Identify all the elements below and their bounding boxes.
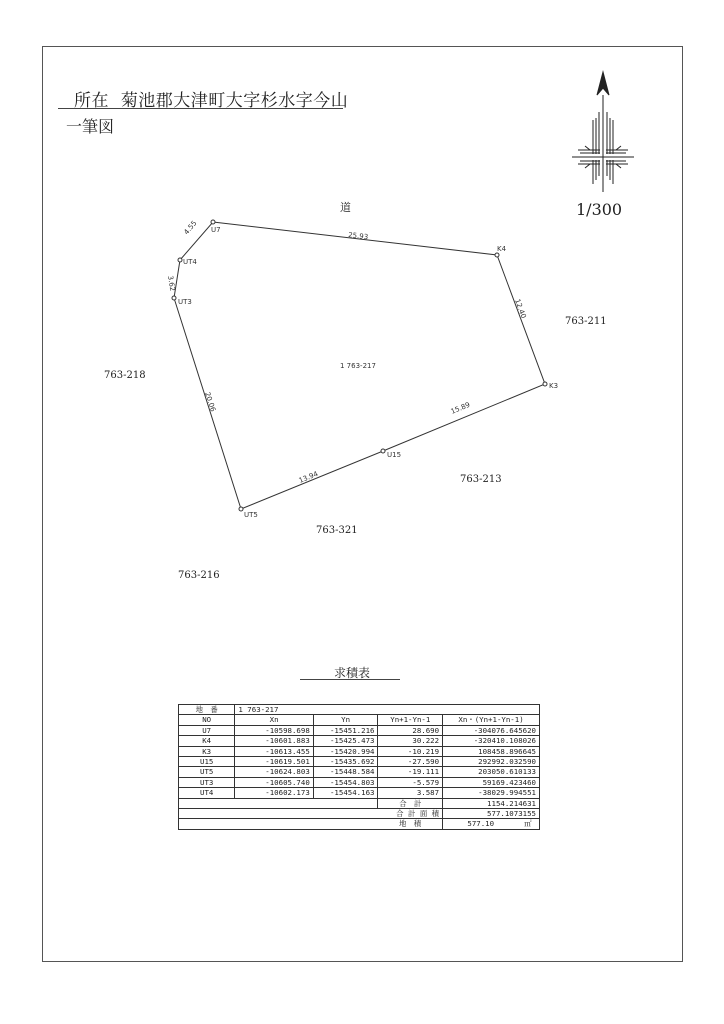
- cell-yn: -15435.692: [313, 757, 378, 767]
- cell-dy: 3.587: [378, 788, 443, 798]
- neighbor-lot-south-west: 763-216: [178, 570, 220, 581]
- point-marker-u15: [381, 449, 385, 453]
- cell-no: K4: [179, 736, 235, 746]
- cell-xn: -10598.698: [235, 725, 313, 735]
- edge-length-u7-k4: 25.93: [347, 231, 369, 242]
- point-label-ut3: UT3: [178, 298, 192, 306]
- cell-no: U7: [179, 725, 235, 735]
- cell-dy: -19.111: [378, 767, 443, 777]
- sum-label: 合 計: [378, 798, 443, 808]
- neighbor-lot-west: 763-218: [104, 370, 146, 381]
- land-area-unit: ㎡: [524, 819, 532, 829]
- cell-product: -38029.994551: [443, 788, 540, 798]
- cell-xn: -10605.740: [235, 777, 313, 787]
- cell-no: UT5: [179, 767, 235, 777]
- point-label-u15: U15: [387, 451, 402, 459]
- total-area-row: [179, 809, 540, 819]
- land-area-row: [179, 819, 540, 829]
- cell-no: UT4: [179, 788, 235, 798]
- edge-length-ut4-u7: 4.55: [182, 219, 199, 237]
- table-row: [179, 757, 540, 767]
- point-label-u7: U7: [211, 226, 221, 234]
- table-row: [179, 736, 540, 746]
- cell-yn: -15454.163: [313, 788, 378, 798]
- edge-length-k3-u15: 15.89: [449, 400, 472, 416]
- header-xn: Xn: [235, 715, 313, 725]
- cell-product: 59169.423460: [443, 777, 540, 787]
- header-product: Xn・(Yn+1-Yn-1): [443, 715, 540, 725]
- sum-value: 1154.214631: [443, 798, 540, 808]
- cell-dy: -10.219: [378, 746, 443, 756]
- area-calc-title-underline: [300, 679, 400, 680]
- lot-label-cell: 地 番: [179, 705, 235, 715]
- land-area-value: 577.10: [467, 819, 495, 829]
- point-label-ut5: UT5: [244, 511, 258, 519]
- header-yn: Yn: [313, 715, 378, 725]
- table-row: [179, 777, 540, 787]
- north-arrow-icon: [572, 72, 634, 192]
- road-label: 道: [340, 201, 351, 214]
- header-no: NO: [179, 715, 235, 725]
- area-calc-title: 求積表: [334, 666, 371, 680]
- cell-yn: -15451.216: [313, 725, 378, 735]
- neighbor-lot-south: 763-321: [316, 525, 358, 536]
- cell-product: 203050.610133: [443, 767, 540, 777]
- drawing-subtitle: 一筆図: [66, 117, 115, 136]
- point-label-ut4: UT4: [183, 258, 197, 266]
- cell-yn: -15420.994: [313, 746, 378, 756]
- header-dy: Yn+1-Yn-1: [378, 715, 443, 725]
- lot-value-cell: 1 763-217: [235, 705, 540, 715]
- location-address: 菊池郡大津町大字杉水字今山: [120, 91, 349, 111]
- lot-row: [179, 705, 540, 715]
- cell-yn: -15425.473: [313, 736, 378, 746]
- cell-dy: 30.222: [378, 736, 443, 746]
- edge-length-u15-ut5: 13.94: [297, 469, 320, 485]
- edge-length-ut5-ut3: 20.06: [203, 391, 217, 413]
- point-marker-ut5: [239, 507, 243, 511]
- sum-blank-cell: [179, 798, 378, 808]
- total-area-label: 合 計 面 積: [313, 809, 442, 819]
- cell-product: 292992.032590: [443, 757, 540, 767]
- table-row: [179, 767, 540, 777]
- cell-xn: -10613.455: [235, 746, 313, 756]
- cell-product: 108458.896645: [443, 746, 540, 756]
- cell-xn: -10619.501: [235, 757, 313, 767]
- point-label-k3: K3: [549, 382, 559, 390]
- neighbor-lot-south-east: 763-213: [460, 474, 502, 485]
- point-marker-ut4: [178, 258, 182, 262]
- sum-row: [179, 798, 540, 808]
- cell-dy: -5.579: [378, 777, 443, 787]
- cell-yn: -15454.803: [313, 777, 378, 787]
- scale-label: 1/300: [576, 200, 623, 219]
- table-row: [179, 788, 540, 798]
- land-area-cell: [443, 819, 540, 829]
- header-row: [179, 715, 540, 725]
- edge-length-ut3-ut4: 3.62: [166, 275, 177, 292]
- cell-xn: -10601.883: [235, 736, 313, 746]
- point-marker-u7: [211, 220, 215, 224]
- land-area-label: 地 積: [378, 819, 443, 829]
- total-area-blank-cell: [179, 809, 314, 819]
- location-label: 所在: [74, 91, 109, 111]
- point-marker-k4: [495, 253, 499, 257]
- point-marker-ut3: [172, 296, 176, 300]
- neighbor-lot-north-east: 763-211: [565, 316, 607, 327]
- cell-dy: 28.690: [378, 725, 443, 735]
- cell-dy: -27.590: [378, 757, 443, 767]
- cell-yn: -15448.584: [313, 767, 378, 777]
- parcel-label: 1 763-217: [340, 362, 376, 370]
- point-label-k4: K4: [497, 245, 507, 253]
- area-calc-table: [178, 704, 540, 830]
- cell-xn: -10602.173: [235, 788, 313, 798]
- cell-no: U15: [179, 757, 235, 767]
- cell-no: K3: [179, 746, 235, 756]
- table-row: [179, 746, 540, 756]
- table-row: [179, 725, 540, 735]
- total-area-value: 577.1073155: [443, 809, 540, 819]
- land-area-blank-cell: [179, 819, 378, 829]
- cell-product: -320410.108026: [443, 736, 540, 746]
- cell-no: UT3: [179, 777, 235, 787]
- cell-product: -304076.645620: [443, 725, 540, 735]
- cell-xn: -10624.803: [235, 767, 313, 777]
- point-marker-k3: [543, 382, 547, 386]
- edge-length-k4-k3: 12.40: [513, 297, 528, 320]
